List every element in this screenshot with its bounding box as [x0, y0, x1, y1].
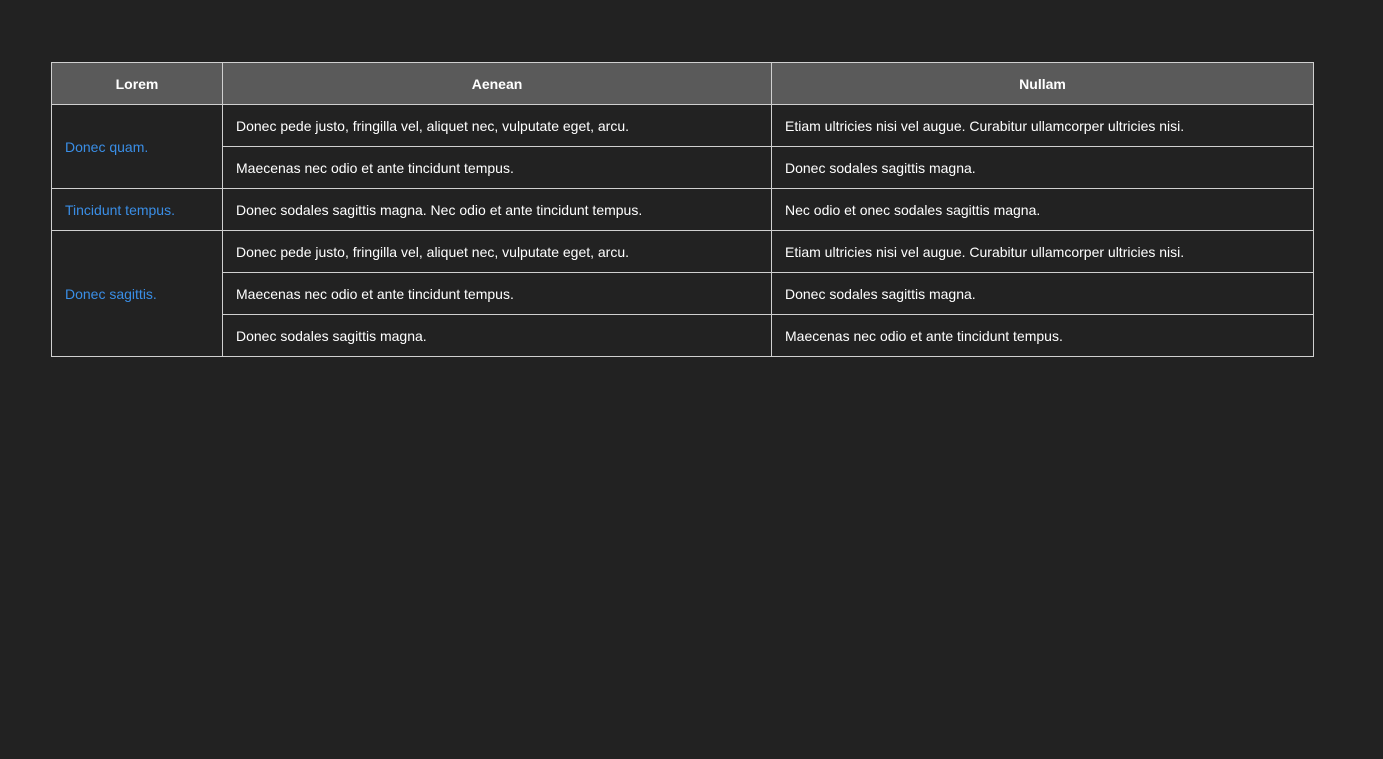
table-row [52, 315, 1314, 357]
table-cell: Nec odio et onec sodales sagittis magna. [772, 189, 1314, 231]
table-cell: Etiam ultricies nisi vel augue. Curabitur ullamcorper ultricies nisi. [772, 105, 1314, 147]
table-cell: Donec sodales sagittis magna. [772, 273, 1314, 315]
group-label-tincidunt-tempus[interactable]: Tincidunt tempus. [52, 189, 223, 231]
group-label-donec-sagittis[interactable]: Donec sagittis. [52, 231, 223, 357]
table-row [52, 189, 1314, 231]
table-cell: Donec sodales sagittis magna. Nec odio et ante tincidunt tempus. [223, 189, 772, 231]
table-cell: Donec pede justo, fringilla vel, aliquet nec, vulputate eget, arcu. [223, 231, 772, 273]
table-row [52, 147, 1314, 189]
group-label-donec-quam[interactable]: Donec quam. [52, 105, 223, 189]
table-cell: Donec pede justo, fringilla vel, aliquet nec, vulputate eget, arcu. [223, 105, 772, 147]
table-cell: Etiam ultricies nisi vel augue. Curabitur ullamcorper ultricies nisi. [772, 231, 1314, 273]
table-row [52, 231, 1314, 273]
column-header-lorem: Lorem [52, 63, 223, 105]
table-cell: Donec sodales sagittis magna. [772, 147, 1314, 189]
table-cell: Maecenas nec odio et ante tincidunt tempus. [223, 273, 772, 315]
data-table [51, 62, 1314, 357]
table-row [52, 105, 1314, 147]
table-cell: Maecenas nec odio et ante tincidunt tempus. [223, 147, 772, 189]
column-header-aenean: Aenean [223, 63, 772, 105]
column-header-nullam: Nullam [772, 63, 1314, 105]
table-cell: Maecenas nec odio et ante tincidunt tempus. [772, 315, 1314, 357]
table-cell: Donec sodales sagittis magna. [223, 315, 772, 357]
table-header-row [52, 63, 1314, 105]
table-row [52, 273, 1314, 315]
data-table-container [51, 62, 1313, 357]
